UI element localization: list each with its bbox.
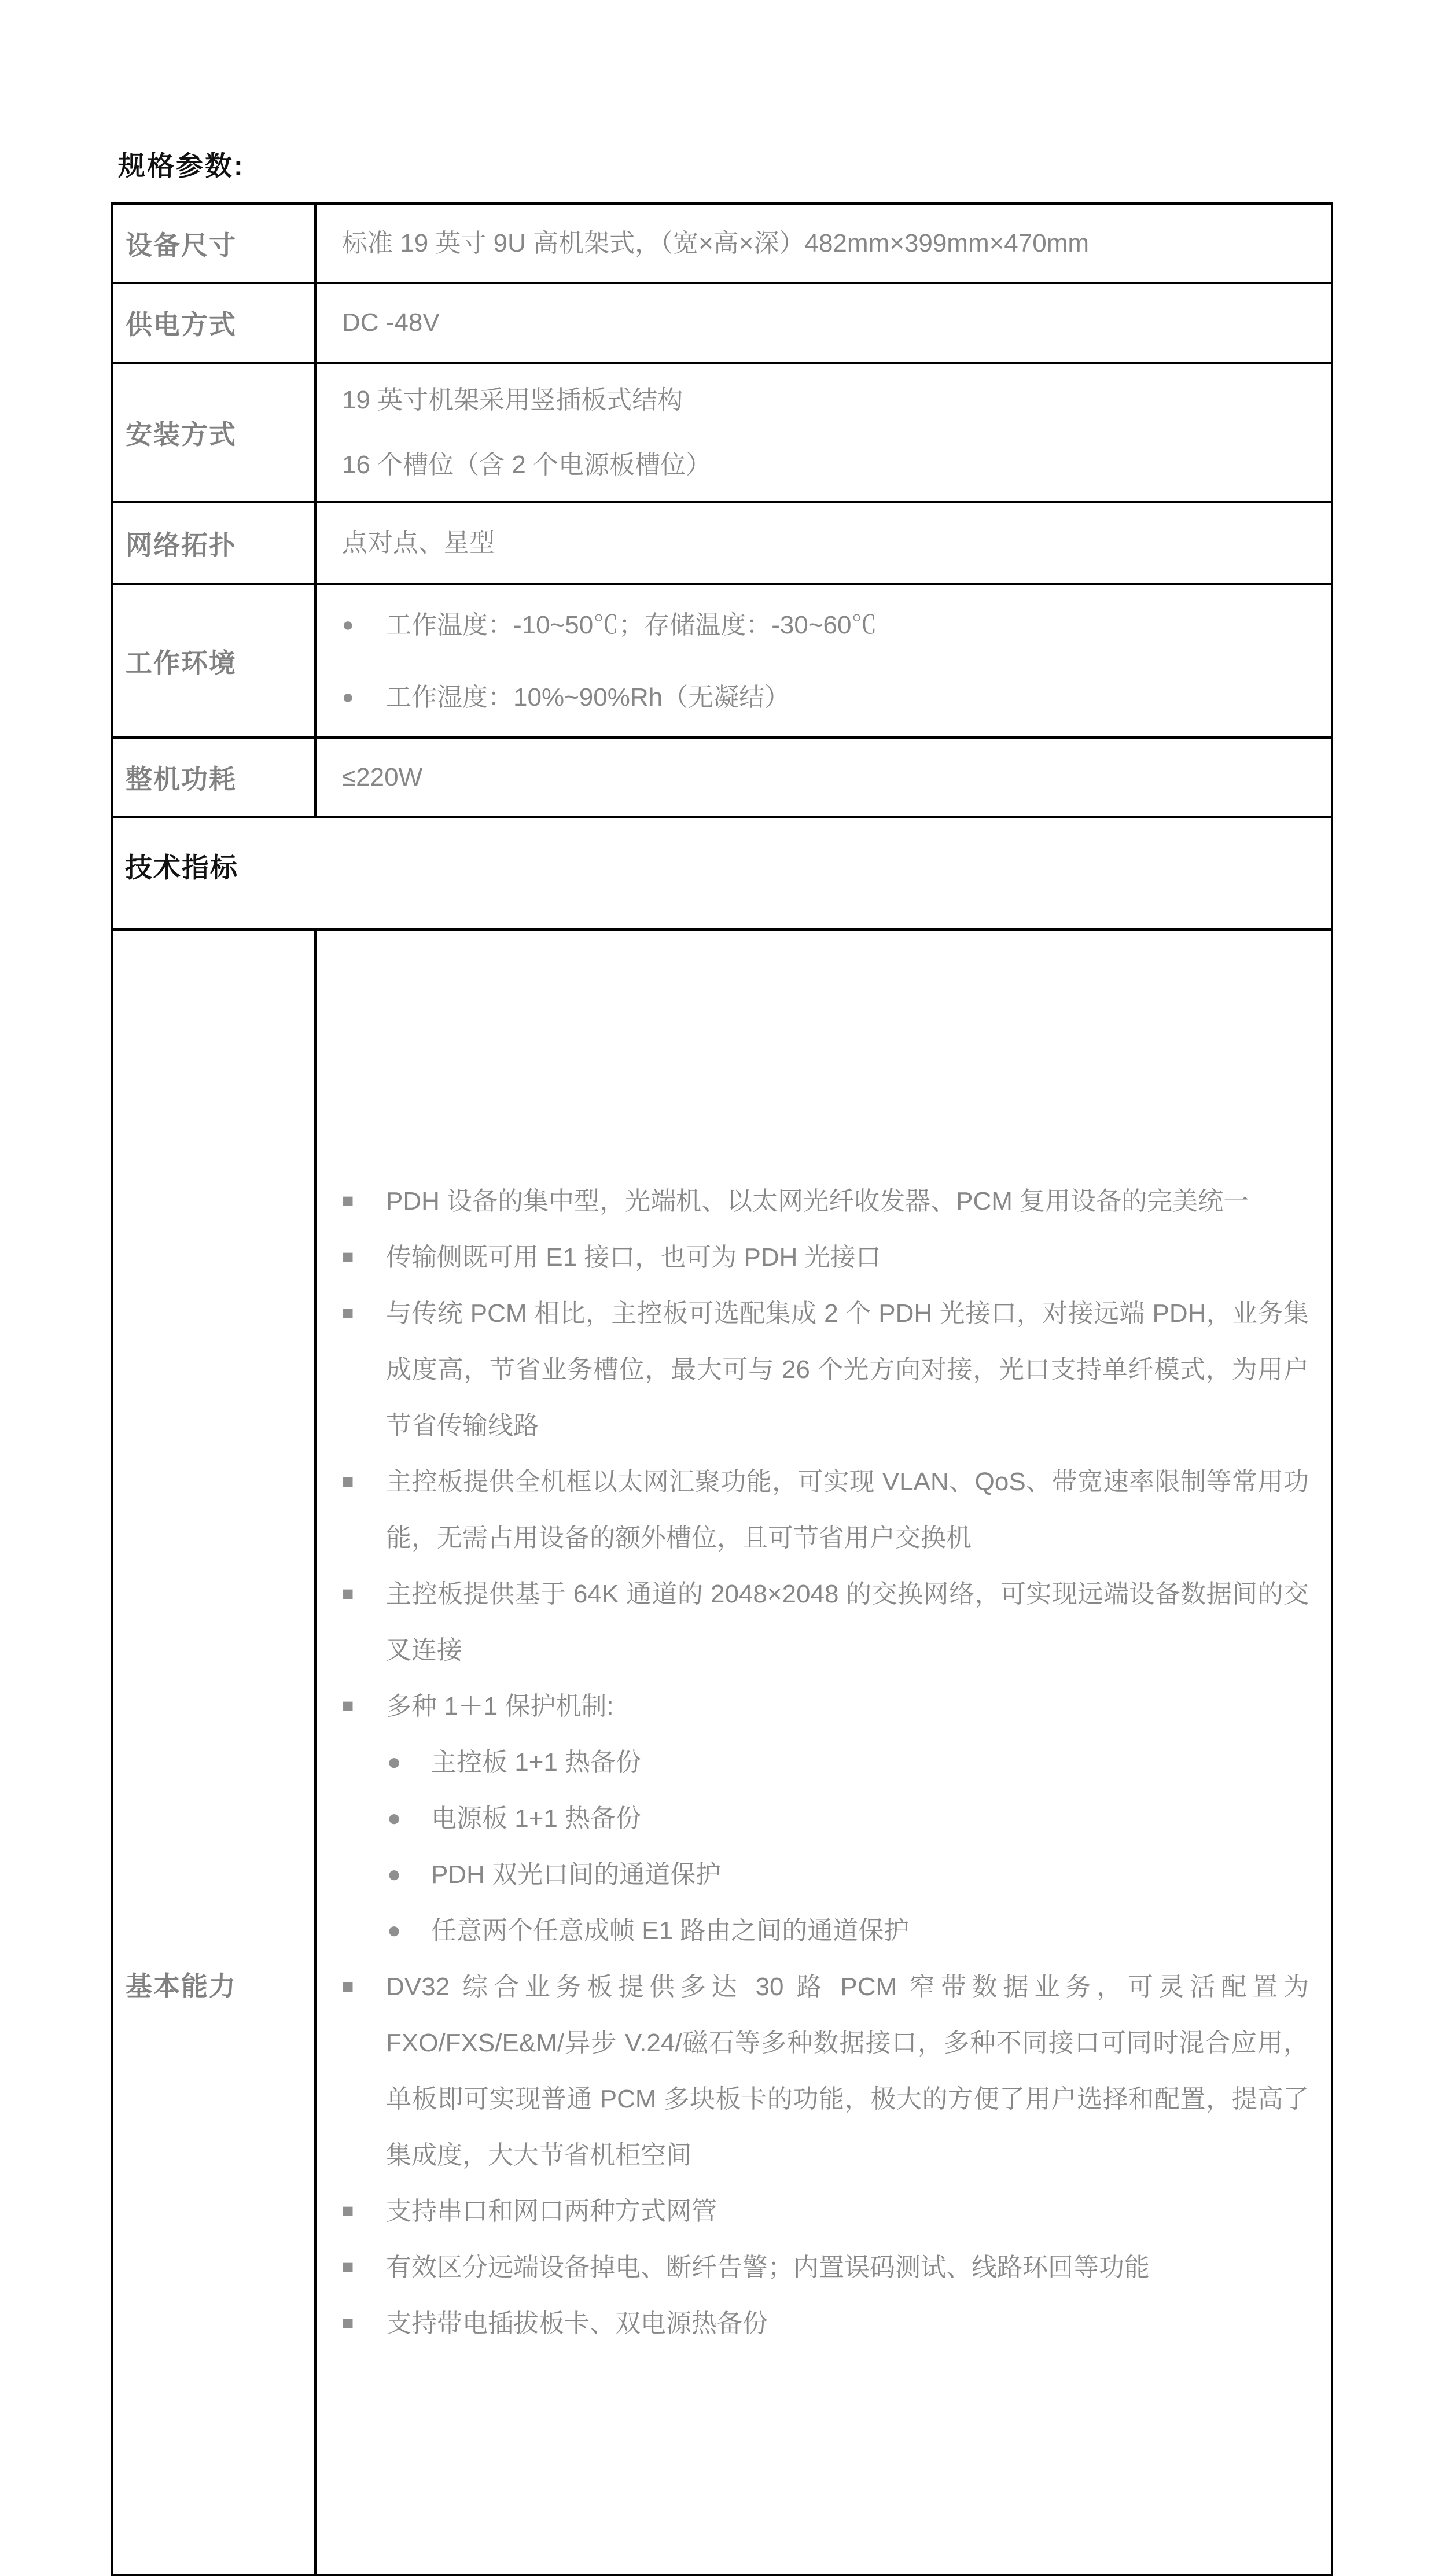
tech-section-row (112, 817, 1332, 930)
list-item-text: 主控板提供基于 64K 通道的 2048×2048 的交换网络，可实现远端设备数据间的交叉连接 (386, 1580, 1309, 1664)
spec-section-title: 规格参数: (118, 150, 245, 181)
table-row (112, 502, 1332, 584)
value-line: DC -48V (342, 308, 440, 337)
tech-section-title: 技术指标 (125, 852, 238, 883)
round-bullet-icon: ● (387, 1862, 402, 1887)
value-line: 标准 19 英寸 9U 高机架式，（宽×高×深）482mm×399mm×470mm (342, 229, 1090, 257)
spec-table-body (112, 204, 1332, 2575)
row-label: 设备尺寸 (112, 204, 315, 283)
list-item (342, 1959, 1309, 2183)
list-item (342, 1566, 1309, 1678)
list-item (342, 2239, 1309, 2295)
table-row (112, 283, 1332, 363)
round-bullet-icon: ● (387, 1805, 402, 1831)
row-value (315, 502, 1332, 584)
list-item (342, 1903, 1309, 1959)
list-item-text: 主控板提供全机框以太网汇聚功能，可实现 VLAN、QoS、带宽速率限制等常用功能，无需占用设备的额外槽位，且可节省用户交换机 (386, 1468, 1309, 1552)
list-item (342, 1678, 1309, 1734)
square-bullet-icon: ■ (342, 1695, 354, 1717)
row-value (315, 738, 1332, 817)
value-line: 19 英寸机架采用竖插板式结构 (342, 385, 683, 414)
table-row (112, 204, 1332, 283)
list-item-text: 工作温度：-10~50℃；存储温度：-30~60℃ (386, 610, 877, 639)
square-bullet-icon: ■ (342, 1976, 354, 1998)
capability-value-cell (315, 930, 1332, 2575)
list-item (342, 1454, 1309, 1566)
round-bullet-icon: ● (387, 1918, 402, 1943)
round-bullet-icon: ● (342, 686, 354, 708)
list-item-text: 支持串口和网口两种方式网管 (386, 2197, 717, 2225)
square-bullet-icon: ■ (342, 1246, 354, 1268)
list-item-text: 支持带电插拔板卡、双电源热备份 (386, 2309, 768, 2338)
row-label: 供电方式 (112, 283, 315, 363)
list-item (342, 1173, 1309, 1229)
square-bullet-icon: ■ (342, 1583, 354, 1605)
square-bullet-icon: ■ (342, 2312, 354, 2334)
table-row (112, 584, 1332, 738)
list-item (342, 2295, 1309, 2352)
list-item (342, 589, 1310, 661)
list-item (342, 1229, 1309, 1285)
list-item-text: 传输侧既可用 E1 接口，也可为 PDH 光接口 (386, 1243, 881, 1272)
table-row (112, 738, 1332, 817)
square-bullet-icon: ■ (342, 2256, 354, 2278)
row-value (315, 584, 1332, 738)
list-item-text: PDH 双光口间的通道保护 (431, 1860, 722, 1889)
tech-section-cell (112, 817, 1332, 930)
list-item-text: 主控板 1+1 热备份 (431, 1748, 642, 1777)
row-value (315, 363, 1332, 502)
round-bullet-icon: ● (387, 1749, 402, 1775)
row-label: 安装方式 (112, 363, 315, 502)
list-item (342, 1847, 1309, 1903)
square-bullet-icon: ■ (342, 1471, 354, 1492)
list-item-text: 工作湿度：10%~90%Rh（无凝结） (386, 683, 790, 712)
row-value (315, 283, 1332, 363)
value-line: ≤220W (342, 762, 423, 791)
list-item (342, 1734, 1309, 1790)
list-item (342, 1285, 1309, 1454)
list-item-text: DV32 综合业务板提供多达 30 路 PCM 窄带数据业务，可灵活配置为 FXO/FXS/E&M/异步 V.24/磁石等多种数据接口，多种不同接口可同时混合应用，单板即可实现普通 PCM 多块板卡的功能，极大的方便了用户选择和配置，提高了集成度，大大节省机柜空间 (386, 1973, 1309, 2169)
list-item-text: 电源板 1+1 热备份 (431, 1804, 642, 1833)
value-line: 16 个槽位（含 2 个电源板槽位） (342, 450, 712, 479)
square-bullet-icon: ■ (342, 2200, 354, 2222)
capability-row (112, 930, 1332, 2575)
row-label: 网络拓扑 (112, 502, 315, 584)
round-bullet-icon: ● (342, 613, 354, 636)
list-item-text: PDH 设备的集中型，光端机、以太网光纤收发器、PCM 复用设备的完美统一 (386, 1187, 1249, 1215)
capability-label-cell (112, 930, 315, 2575)
list-item (342, 1790, 1309, 1847)
spec-table (111, 202, 1333, 2576)
list-item-text: 任意两个任意成帧 E1 路由之间的通道保护 (431, 1917, 910, 1945)
capability-list (342, 1173, 1309, 2336)
square-bullet-icon: ■ (342, 1302, 354, 1324)
row-label: 整机功耗 (112, 738, 315, 817)
list-item (342, 661, 1310, 734)
capability-label: 基本能力 (126, 1971, 237, 2001)
list-item-text: 与传统 PCM 相比，主控板可选配集成 2 个 PDH 光接口，对接远端 PDH，业务集成度高，节省业务槽位，最大可与 26 个光方向对接，光口支持单纤模式，为用户节省传输线路 (386, 1299, 1309, 1440)
value-line: 点对点、星型 (342, 529, 495, 557)
table-row (112, 363, 1332, 502)
list-item (342, 2183, 1309, 2239)
row-value (315, 204, 1332, 283)
list-item-text: 多种 1＋1 保护机制: (386, 1692, 614, 1720)
square-bullet-icon: ■ (342, 1190, 354, 1212)
list-item-text: 有效区分远端设备掉电、断纤告警；内置误码测试、线路环回等功能 (386, 2253, 1150, 2282)
row-label: 工作环境 (112, 584, 315, 738)
